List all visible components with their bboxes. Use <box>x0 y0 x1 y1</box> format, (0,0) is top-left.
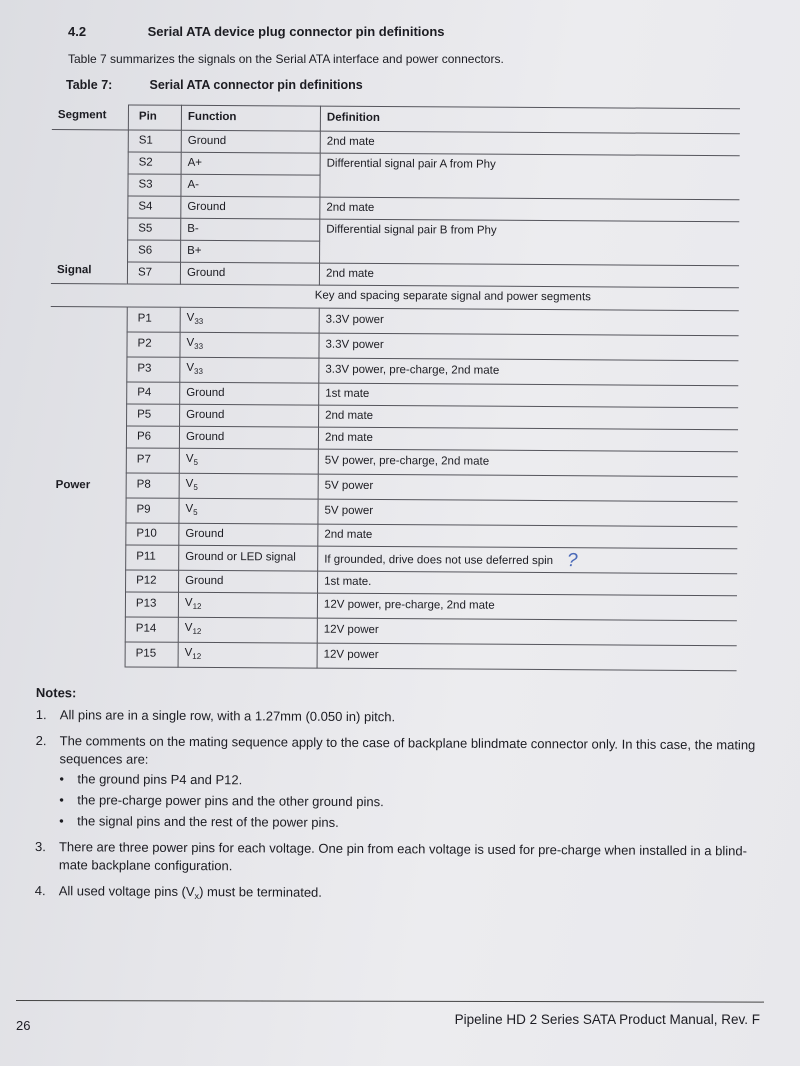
function-cell <box>178 642 317 668</box>
note-item <box>26 706 760 728</box>
section-title: Serial ATA device plug connector pin definitions <box>147 24 445 39</box>
definition-cell: 2nd mate <box>318 524 738 549</box>
pin-cell: P5 <box>127 403 180 425</box>
function-text: V <box>185 477 194 490</box>
pin-cell: P10 <box>126 522 179 544</box>
function-cell <box>179 448 318 474</box>
function-cell <box>179 473 318 499</box>
function-text: V <box>186 361 195 374</box>
definition-cell: Differential signal pair A from Phy <box>320 153 740 200</box>
function-cell: Ground or LED signal <box>179 545 318 571</box>
function-subscript: 12 <box>192 651 202 661</box>
function-subscript: 5 <box>193 482 198 492</box>
definition-cell: 2nd mate <box>320 197 740 222</box>
header-function: Function <box>181 105 320 130</box>
pin-cell: S7 <box>127 261 180 283</box>
footer-divider <box>16 1000 764 1003</box>
table-number: Table 7: <box>66 78 113 92</box>
segment-separator-text: Key and spacing separate signal and power segments <box>51 283 739 310</box>
function-text: V <box>184 621 193 634</box>
table-title: Serial ATA connector pin definitions <box>149 78 363 92</box>
pin-cell: S6 <box>128 239 181 261</box>
pin-cell: P7 <box>126 447 179 472</box>
function-cell: Ground <box>181 130 320 153</box>
pin-cell: S5 <box>128 217 181 239</box>
function-cell <box>180 332 319 358</box>
pin-cell: P2 <box>127 331 180 356</box>
function-subscript: 12 <box>192 601 202 611</box>
function-text: V <box>184 596 193 609</box>
pin-cell: P4 <box>127 381 180 403</box>
table-row <box>49 641 737 670</box>
segment-signal: Signal <box>51 129 128 283</box>
definition-cell: 3.3V power <box>319 333 739 361</box>
pin-cell: S3 <box>128 173 181 195</box>
function-cell <box>178 617 317 643</box>
notes-section <box>25 684 760 916</box>
definition-cell: Differential signal pair B from Phy <box>320 219 740 266</box>
function-cell: A- <box>181 174 320 197</box>
table-caption <box>66 78 363 92</box>
note-number: 4. <box>34 883 46 899</box>
function-cell: Ground <box>180 382 319 405</box>
section-number: 4.2 <box>68 24 87 39</box>
segment-power: Power <box>49 306 128 666</box>
pin-definitions-table <box>49 104 740 671</box>
header-definition: Definition <box>320 106 740 133</box>
function-text: V <box>184 646 193 659</box>
function-text: V <box>186 311 195 324</box>
header-segment: Segment <box>52 104 129 129</box>
definition-cell <box>318 546 738 574</box>
definition-cell: 3.3V power <box>319 308 739 336</box>
handwritten-question-mark: ? <box>567 549 578 571</box>
intro-text: Table 7 summarizes the signals on the Serial ATA interface and power connectors. <box>68 52 504 66</box>
definition-cell: 1st mate. <box>318 571 738 596</box>
bullet-item: • the pre-charge power pins and the other ground pins. <box>59 791 759 813</box>
definition-cell: 5V power <box>318 474 738 502</box>
function-cell: A+ <box>181 152 320 175</box>
pin-cell: P9 <box>126 497 179 522</box>
function-cell: Ground <box>179 570 318 593</box>
definition-cell: 2nd mate <box>319 263 739 288</box>
definition-cell: 2nd mate <box>318 427 738 452</box>
function-cell: B- <box>181 218 320 241</box>
function-subscript: 33 <box>194 366 203 376</box>
function-cell <box>180 307 319 333</box>
note-text: The comments on the mating sequence apply to the case of backplane blindmate connector only. In this case, the mating sequences are: <box>59 733 756 767</box>
note-text: There are three power pins for each voltage. One pin from each voltage is used for pre-charge when installed in a blind-mate backplane configuration. <box>58 839 747 874</box>
header-pin: Pin <box>128 105 181 130</box>
pin-cell: P15 <box>125 641 178 666</box>
definition-cell: 2nd mate <box>319 405 739 430</box>
definition-cell: 12V power, pre-charge, 2nd mate <box>317 593 737 621</box>
function-subscript: 12 <box>192 626 202 636</box>
note-item <box>25 732 760 834</box>
note-number: 3. <box>34 839 46 855</box>
note-item <box>25 838 759 878</box>
pin-cell: S1 <box>128 129 181 151</box>
pin-cell: P11 <box>126 544 179 569</box>
pin-cell: P12 <box>126 569 179 591</box>
note-text: All used voltage pins (V <box>58 883 195 900</box>
definition-cell: 12V power <box>317 618 737 646</box>
function-cell: Ground <box>180 404 319 427</box>
note-text-after: ) must be terminated. <box>199 884 322 900</box>
definition-cell: 5V power <box>318 499 738 527</box>
function-text: V <box>186 336 195 349</box>
bullet-item: • the signal pins and the rest of the power pins. <box>59 812 759 834</box>
pin-cell: P13 <box>125 591 178 616</box>
note-number: 1. <box>35 707 47 723</box>
function-subscript: 33 <box>194 316 204 326</box>
section-heading <box>68 24 445 39</box>
function-cell <box>180 357 319 383</box>
pin-cell: S4 <box>128 195 181 217</box>
pin-cell: P8 <box>126 472 179 497</box>
definition-cell: 2nd mate <box>320 131 740 156</box>
function-cell: Ground <box>179 426 318 449</box>
note-subscript: x <box>194 891 200 902</box>
pin-cell: S2 <box>128 151 181 173</box>
pin-cell: P14 <box>125 616 178 641</box>
function-cell: B+ <box>181 240 320 263</box>
definition-cell: 3.3V power, pre-charge, 2nd mate <box>319 358 739 386</box>
page-number: 26 <box>16 1018 31 1033</box>
note-item <box>25 882 759 908</box>
bullet-item: • the ground pins P4 and P12. <box>59 770 759 792</box>
definition-text: If grounded, drive does not use deferred spin <box>324 553 554 567</box>
function-cell: Ground <box>180 262 319 285</box>
definition-cell: 1st mate <box>319 383 739 408</box>
function-cell <box>179 498 318 524</box>
function-subscript: 5 <box>193 507 198 517</box>
function-subscript: 33 <box>194 341 204 351</box>
function-cell <box>178 592 317 618</box>
notes-title: Notes: <box>35 685 77 701</box>
function-text: V <box>185 452 194 465</box>
function-cell: Ground <box>179 523 318 546</box>
note-text: All pins are in a single row, with a 1.27mm (0.050 in) pitch. <box>59 707 396 725</box>
definition-cell: 12V power <box>317 643 737 671</box>
note-number: 2. <box>35 733 47 749</box>
function-subscript: 5 <box>193 457 198 467</box>
definition-cell: 5V power, pre-charge, 2nd mate <box>318 449 738 477</box>
function-cell: Ground <box>181 196 320 219</box>
footer-title: Pipeline HD 2 Series SATA Product Manual, Rev. F <box>454 1012 760 1027</box>
function-text: V <box>185 502 194 515</box>
pin-cell: P6 <box>126 425 179 447</box>
pin-cell: P1 <box>127 306 180 331</box>
note-bullet-list <box>59 770 759 834</box>
pin-cell: P3 <box>127 356 180 381</box>
